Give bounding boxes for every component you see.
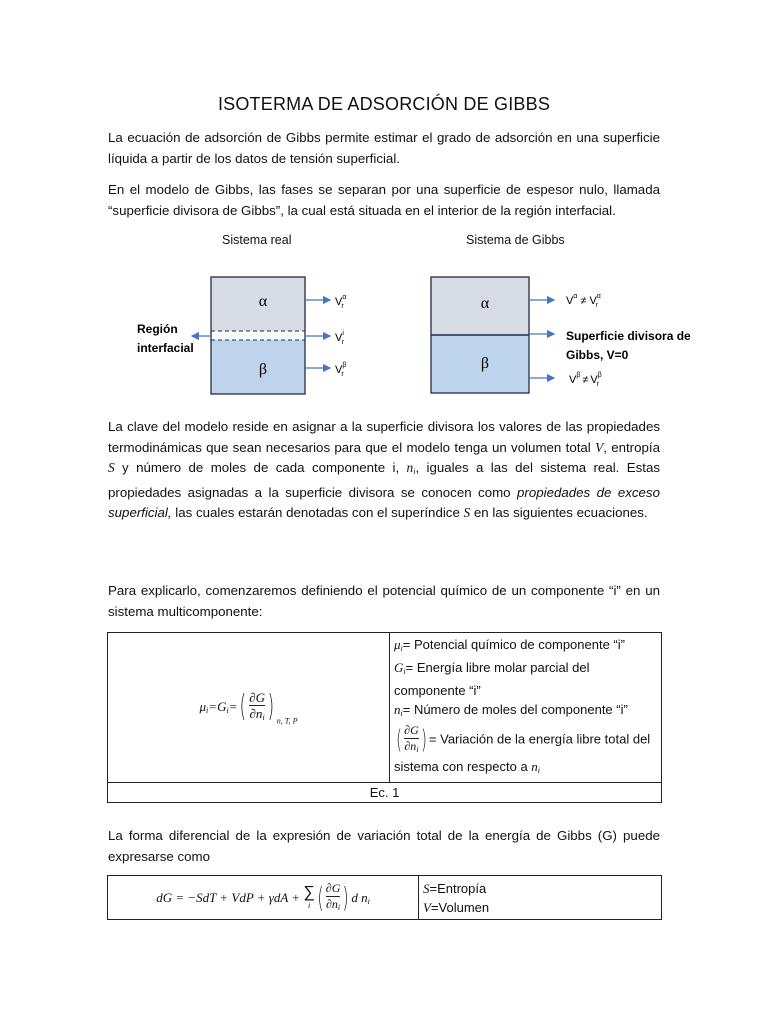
divisora-label-1: Superficie divisora de [566,329,691,343]
real-alpha-label: α [258,293,268,310]
page-title: ISOTERMA DE ADSORCIÓN DE GIBBS [217,94,551,114]
region-label-1: Región [137,322,178,336]
v-alpha-neq: $V^\alpha \ne V^\alpha$ r [566,293,601,309]
gibbs-model-diagram [120,268,720,403]
equation-1-table [107,632,662,803]
explain-paragraph: Para explicarlo, comenzaremos definiendo el potencial químico de un componente “i” en un sistema multicomponente: [108,583,660,619]
gibbs-system-title: Sistema de Gibbs [466,233,565,247]
equation-2-formula: dG = −SdT + VdP + γdA + ∑ i ( $\frac{\partial G}{\partial n_i}$ ) d $n_i$ [108,876,419,920]
v-r-alpha: $V^\alpha$ r [335,294,347,310]
divisora-label-2: Gibbs, V=0 [566,348,629,362]
equation-1-formula: $\mu_i=G_i=$( $\frac{\partial G}{\partial n_i}$ ) $_{n, T, P}$ [108,633,390,783]
v-r-interface: $V^i$ r [335,330,345,346]
v-r-beta: $V^\beta$ r [335,362,347,378]
model-key-paragraph: La clave del modelo reside en asignar a la superficie divisora los valores de las propiedades termodinámicas que sean necesarios para que el modelo tenga un volumen total V, entropía S y número de moles de cada componente i, $n_i$, iguales a las del sistema real. Estas propiedades asignadas a la superficie divisora se conocen como propiedades de exceso superficial, las cuales estarán denotadas con el superíndice S en las siguientes ecuaciones. [108,419,661,520]
intro-paragraph: La ecuación de adsorción de Gibbs permite estimar el grado de adsorción en una superficie líquida a partir de los datos de tensión superficial. [108,130,660,166]
equation-2-definitions: S=Entropía V=Volumen [419,876,662,920]
gibbs-beta-label: β [480,355,490,372]
equation-2-table [107,875,662,920]
region-label-2: interfacial [137,341,194,355]
v-beta-neq: $V^\beta \ne V^\beta$ r [569,372,602,388]
real-system-title: Sistema real [222,233,292,247]
model-paragraph: En el modelo de Gibbs, las fases se separan por una superficie de espesor nulo, llamada “superficie divisora de Gibbs”, la cual está situada en el interior de la región interfacial. [108,182,660,218]
differential-paragraph: La forma diferencial de la expresión de variación total de la energía de Gibbs (G) puede expresarse como [108,828,660,864]
equation-1-definitions: $\mu_i=$ Potencial químico de componente “i” $G_i=$ Energía libre molar parcial del componente “i” $n_i=$ Número de moles del componente “i” ( $\frac{\partial G}{\partial n_i}$ ) = Variación de la energía libre total del sistema con respecto a $n_i$ [390,633,662,783]
gibbs-alpha-label: α [480,295,490,312]
real-beta-label: β [258,361,268,378]
equation-1-label: Ec. 1 [108,783,662,803]
